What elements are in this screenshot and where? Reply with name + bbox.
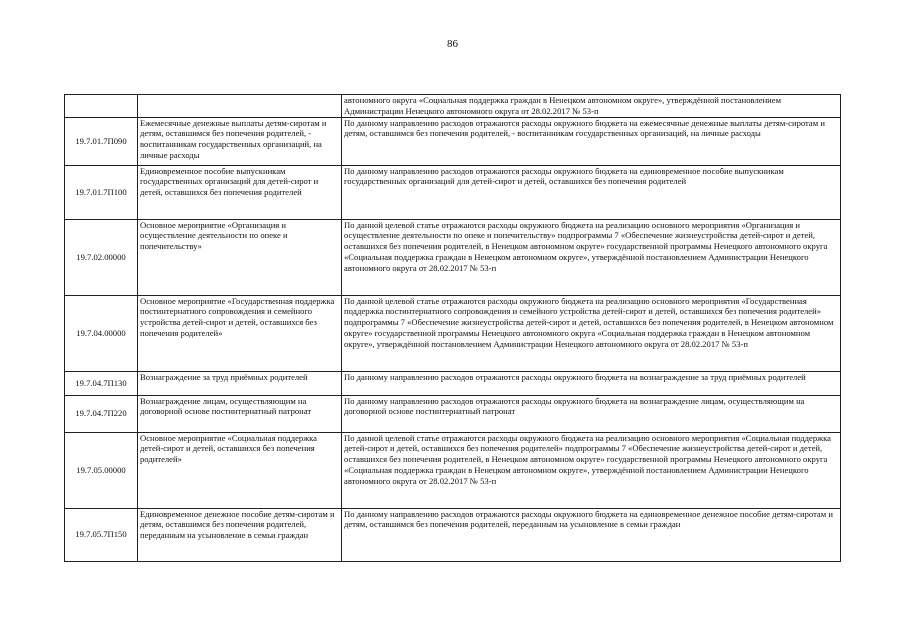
row-code: 19.7.01.7П090 <box>65 117 138 165</box>
row-name: Единовременное денежное пособие детям-сиротам и детям, оставшимся без попечения родителей, переданным на усыновление в семьи граждан <box>138 508 342 561</box>
table-row <box>65 295 841 371</box>
row-code: 19.7.05.7П150 <box>65 508 138 561</box>
row-code: 19.7.04.7П130 <box>65 371 138 395</box>
row-code: 19.7.04.00000 <box>65 295 138 371</box>
budget-classification-table <box>64 94 841 562</box>
table-row <box>65 371 841 395</box>
row-code: 19.7.01.7П100 <box>65 165 138 219</box>
row-name: Ежемесячные денежные выплаты детям-сиротам и детям, оставшимся без попечения родителей, - воспитанникам государственных организаций, на личные расходы <box>138 117 342 165</box>
row-name <box>138 95 342 118</box>
row-description: По данной целевой статье отражаются расходы окружного бюджета на реализацию основного мероприятия «Государственная поддержка постинтернатного сопровождения и семейного устройства детей-сирот и детей, оставшихся без попечения родителей» подпрограммы 7 «Обеспечение жизнеустройства детей-сирот и детей, оставшихся без попечения родителей, в Ненецком автономном округе» государственной программы Ненецкого автономного округа «Социальная поддержка граждан в Ненецком автономном округе», утверждённой постановлением Администрации Ненецкого автономного округа от 28.02.2017 № 53-п <box>342 295 841 371</box>
row-description: По данному направлению расходов отражаются расходы окружного бюджета на ежемесячные денежные выплаты детям-сиротам и детям, оставшимся без попечения родителей, - воспитанникам государственных организаций, на личные расходы <box>342 117 841 165</box>
table-row <box>65 219 841 295</box>
row-code: 19.7.02.00000 <box>65 219 138 295</box>
row-description: автономного округа «Социальная поддержка граждан в Ненецком автономном округе», утверждённой постановлением Администрации Ненецкого автономного округа от 28.02.2017 № 53-п <box>342 95 841 118</box>
table-row <box>65 395 841 432</box>
row-code: 19.7.04.7П220 <box>65 395 138 432</box>
row-name: Единовременное пособие выпускникам государственных организаций для детей-сирот и детей, оставшихся без попечения родителей <box>138 165 342 219</box>
row-name: Основное мероприятие «Организация и осуществление деятельности по опеке и попечительству» <box>138 219 342 295</box>
row-description: По данному направлению расходов отражаются расходы окружного бюджета на единовременное денежное пособие детям-сиротам и детям, оставшимся без попечения родителей, переданным на усыновление в семьи граждан <box>342 508 841 561</box>
row-name: Вознаграждение лицам, осуществляющим на договорной основе постинтернатный патронат <box>138 395 342 432</box>
row-description: По данной целевой статье отражаются расходы окружного бюджета на реализацию основного мероприятия «Социальная поддержка детей-сирот и детей, оставшихся без попечения родителей» подпрограммы 7 «Обеспечение жизнеустройства детей-сирот и детей, оставшихся без попечения родителей, в Ненецком автономном округе» государственной программы Ненецкого автономного округа «Социальная поддержка граждан в Ненецком автономном округе», утверждённой постановлением Администрации Ненецкого автономного округа от 28.02.2017 № 53-п <box>342 432 841 508</box>
table-row <box>65 117 841 165</box>
row-name: Основное мероприятие «Государственная поддержка постинтернатного сопровождения и семейного устройства детей-сирот и детей, оставшихся без попечения родителей» <box>138 295 342 371</box>
row-description: По данному направлению расходов отражаются расходы окружного бюджета на вознаграждение лицам, осуществляющим на договорной основе постинтернатный патронат <box>342 395 841 432</box>
table-row <box>65 508 841 561</box>
row-name: Основное мероприятие «Социальная поддержка детей-сирот и детей, оставшихся без попечения родителей» <box>138 432 342 508</box>
row-name: Вознаграждение за труд приёмных родителей <box>138 371 342 395</box>
table-row <box>65 95 841 118</box>
row-code: 19.7.05.00000 <box>65 432 138 508</box>
table-row <box>65 432 841 508</box>
row-code <box>65 95 138 118</box>
row-description: По данной целевой статье отражаются расходы окружного бюджета на реализацию основного мероприятия «Организация и осуществление деятельности по опеке и попечительству» подпрограммы 7 «Обеспечение жизнеустройства детей-сирот и детей, оставшихся без попечения родителей, в Ненецком автономном округе» государственной программы Ненецкого автономного округа «Социальная поддержка граждан в Ненецком автономном округе», утверждённой постановлением Администрации Ненецкого автономного округа от 28.02.2017 № 53-п <box>342 219 841 295</box>
row-description: По данному направлению расходов отражаются расходы окружного бюджета на вознаграждение за труд приёмных родителей <box>342 371 841 395</box>
page-number: 86 <box>447 38 458 50</box>
row-description: По данному направлению расходов отражаются расходы окружного бюджета на единовременное пособие выпускникам государственных организаций для детей-сирот и детей, оставшихся без попечения родителей <box>342 165 841 219</box>
table-row <box>65 165 841 219</box>
